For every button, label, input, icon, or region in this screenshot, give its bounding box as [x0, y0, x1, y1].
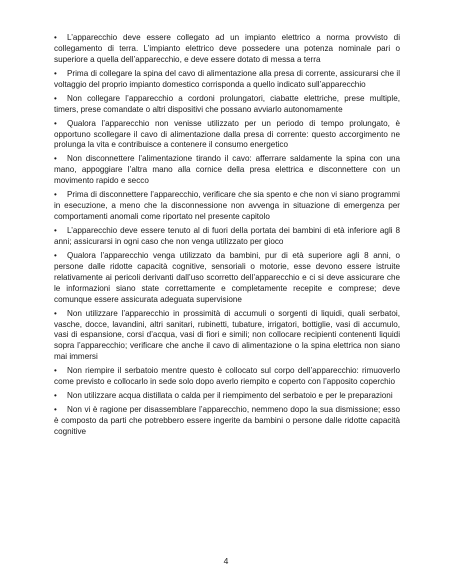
list-item-text: Non utilizzare acqua distillata o calda per il riempimento del serbatoio e per le preparazioni: [67, 391, 393, 401]
list-item-text: Non collegare l’apparecchio a cordoni prolungatori, ciabatte elettriche, prese multiple, timers, prese comandate o altri dispositivi che possano avviarlo autonomamente: [54, 93, 400, 114]
list-item: [54, 190, 400, 223]
bullet-icon: •: [54, 366, 57, 376]
list-item: [54, 69, 400, 91]
list-item-text: Prima di collegare la spina del cavo di alimentazione alla presa di corrente, assicurarsi che il voltaggio del proprio impianto domestico corrisponda a quello indicato sull’apparecchio: [54, 68, 400, 89]
list-item: [54, 405, 400, 438]
list-item: [54, 94, 400, 116]
bullet-icon: •: [54, 154, 57, 164]
list-item: [54, 251, 400, 306]
list-item: [54, 33, 400, 66]
list-item-text: Qualora l’apparecchio venga utilizzato da bambini, pur di età superiore agli 8 anni, o persone dalle ridotte capacità cognitive, sensoriali o motorie, esse devono essere istruite relativamente ai pericoli derivanti dall’uso scorretto dell’apparecchio e ci si deve assicurare che le informazioni siano state correttamente e completamente recepite e comprese; deve comunque essere assicurata adeguata supervisione: [54, 250, 400, 304]
bullet-icon: •: [54, 33, 57, 42]
bullet-icon: •: [54, 308, 57, 318]
bullet-icon: •: [54, 405, 57, 415]
bullet-icon: •: [54, 118, 57, 128]
list-item-text: Non riempire il serbatoio mentre questo è collocato sul corpo dell’apparecchio: rimuoverlo come previsto e collocarlo in sede solo dopo averlo riempito e coperto con l’apposito coperchio: [54, 366, 400, 387]
list-item-text: Non disconnettere l’alimentazione tirando il cavo: afferrare saldamente la spina con una mano, appoggiare l’altra mano alla cornice della presa elettrica e disconnettere con un movimento rapido e secco: [54, 154, 400, 186]
bullet-icon: •: [54, 68, 57, 78]
bullet-icon: •: [54, 93, 57, 103]
list-item-text: Non utilizzare l’apparecchio in prossimità di accumuli o sorgenti di liquidi, quali serbatoi, vasche, docce, lavandini, altri sanitari, rubinetti, tubature, irrigatori, bottiglie, vasi di accumulo, vasi di espansione, corsi d’acqua, vasi di fiori e simili; non collocare recipienti contenenti liquidi sopra l’apparecchio; verificare che anche il cavo di alimentazione o la spina elettrica non siano mai immersi: [54, 308, 400, 362]
list-item: [54, 309, 400, 364]
bullet-icon: •: [54, 250, 57, 260]
list-item: [54, 119, 400, 152]
list-item: [54, 391, 400, 402]
bullet-icon: •: [54, 190, 57, 200]
list-item-text: L’apparecchio deve essere collegato ad un impianto elettrico a norma provvisto di collegamento di terra. L’impianto elettrico deve possedere una potenza nominale pari o superiore a quella dell’apparecchio, e deve essere dotato di messa a terra: [54, 33, 400, 64]
list-item-text: Non vi è ragione per disassemblare l’apparecchio, nemmeno dopo la sua dismissione; esso è composto da parti che potrebbero essere ingerite da bambini o persone dalle ridotte capacità cognitive: [54, 405, 400, 436]
list-item-text: Prima di disconnettere l’apparecchio, verificare che sia spento e che non vi siano programmi in esecuzione, a meno che la disconnessione non avvenga in situazione di emergenza per comportamenti anomali come riportato nel presente capitolo: [54, 190, 400, 222]
bullet-icon: •: [54, 391, 57, 401]
bullet-icon: •: [54, 226, 57, 236]
list-item-text: L’apparecchio deve essere tenuto al di fuori della portata dei bambini di età inferiore agli 8 anni; assicurarsi in ogni caso che non venga utilizzato per gioco: [54, 226, 400, 246]
list-item: [54, 154, 400, 187]
safety-instructions-list: [54, 33, 400, 441]
list-item: [54, 366, 400, 388]
page-number: 4: [223, 556, 229, 566]
list-item-text: Qualora l’apparecchio non venisse utilizzato per un periodo di tempo prolungato, è opportuno scollegare il cavo di alimentazione dalla presa di corrente: questo accorgimento ne prolunga la vita e contribuisce a contenere il consumo energetico: [54, 118, 400, 150]
list-item: [54, 226, 400, 248]
